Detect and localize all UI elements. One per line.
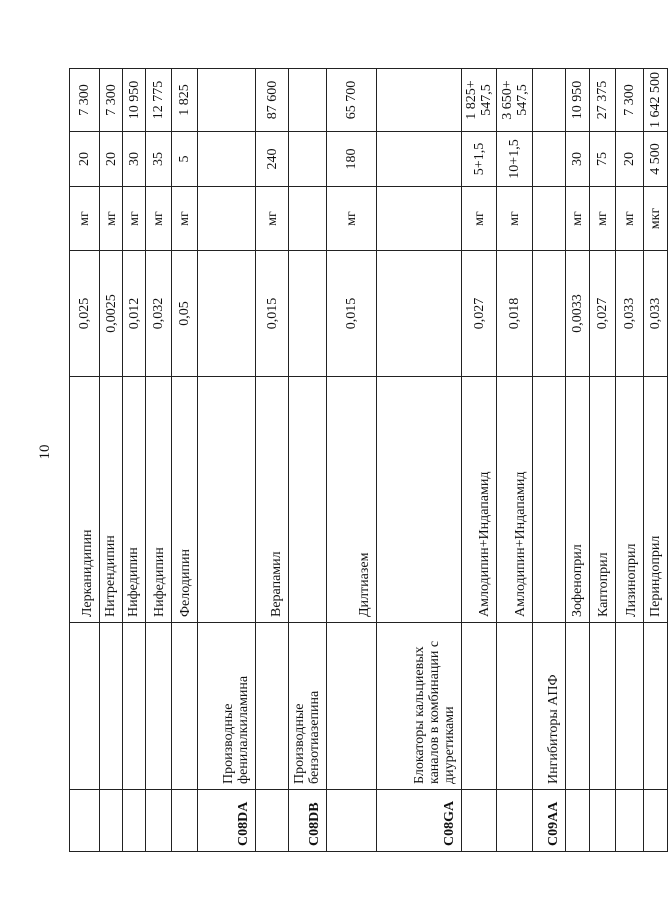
table-code-cell: C08DB (289, 790, 327, 852)
table-factor-cell: 0,0033 (566, 251, 590, 377)
table-code-cell (497, 790, 533, 852)
table-code-cell (172, 790, 198, 852)
table-dose-cell: 10+1,5 (497, 132, 533, 187)
table-row (327, 69, 377, 852)
table-row (146, 69, 172, 852)
table-unit-cell: мг (146, 187, 172, 251)
table-row (289, 69, 327, 852)
table-drug-cell (289, 377, 327, 623)
table-drug-cell (198, 377, 256, 623)
table-total-cell: 12 775 (146, 69, 172, 132)
table-code-cell (100, 790, 123, 852)
table-drug-cell: Верапамил (256, 377, 289, 623)
table-factor-cell: 0,015 (256, 251, 289, 377)
table-group-cell (566, 623, 590, 790)
table-drug-cell: Нитрендипин (100, 377, 123, 623)
table-code-cell (146, 790, 172, 852)
table-drug-cell: Нифедипин (146, 377, 172, 623)
drug-table-area (69, 69, 663, 852)
table-row (123, 69, 146, 852)
table-total-cell: 27 375 (590, 69, 616, 132)
table-group-cell (644, 623, 668, 790)
table-code-cell: C09AA (533, 790, 566, 852)
table-dose-cell: 30 (123, 132, 146, 187)
table-unit-cell: мг (497, 187, 533, 251)
table-code-cell (566, 790, 590, 852)
page-number: 10 (37, 444, 53, 460)
table-unit-cell: мкг (644, 187, 668, 251)
table-factor-cell: 0,027 (590, 251, 616, 377)
table-factor-cell: 0,05 (172, 251, 198, 377)
table-total-cell: 10 950 (566, 69, 590, 132)
table-factor-cell: 0,012 (123, 251, 146, 377)
table-row (566, 69, 590, 852)
table-unit-cell: мг (616, 187, 644, 251)
table-total-cell (198, 69, 256, 132)
table-code-cell (256, 790, 289, 852)
table-factor-cell (533, 251, 566, 377)
table-total-cell (289, 69, 327, 132)
table-total-cell: 1 825 (172, 69, 198, 132)
table-dose-cell: 20 (616, 132, 644, 187)
table-factor-cell: 0,025 (70, 251, 100, 377)
table-group-cell (70, 623, 100, 790)
table-code-cell (70, 790, 100, 852)
table-row (644, 69, 668, 852)
table-group-cell: Блокаторы кальциевых каналов в комбинации с диуретиками (377, 623, 462, 790)
table-group-cell: Ингибиторы АПФ (533, 623, 566, 790)
table-drug-cell: Амлодипин+Индапамид (462, 377, 497, 623)
table-group-cell: Производные бензотиазепина (289, 623, 327, 790)
table-unit-cell (198, 187, 256, 251)
table-group-cell (146, 623, 172, 790)
table-row (497, 69, 533, 852)
table-drug-cell: Каптоприл (590, 377, 616, 623)
table-row (198, 69, 256, 852)
table-code-cell: C08DA (198, 790, 256, 852)
table-drug-cell: Лерканидипин (70, 377, 100, 623)
table-drug-cell: Зофеноприл (566, 377, 590, 623)
table-dose-cell (533, 132, 566, 187)
table-group-cell (256, 623, 289, 790)
table-factor-cell (198, 251, 256, 377)
table-unit-cell: мг (590, 187, 616, 251)
table-group-cell (616, 623, 644, 790)
table-drug-cell: Периндоприл (644, 377, 668, 623)
table-code-cell (616, 790, 644, 852)
table-dose-cell (198, 132, 256, 187)
table-total-cell: 3 650+ 547,5 (497, 69, 533, 132)
table-row (172, 69, 198, 852)
table-dose-cell: 180 (327, 132, 377, 187)
table-unit-cell (533, 187, 566, 251)
table-drug-cell: Лизиноприл (616, 377, 644, 623)
table-total-cell: 7 300 (70, 69, 100, 132)
table-total-cell: 1 825+ 547,5 (462, 69, 497, 132)
table-unit-cell: мг (327, 187, 377, 251)
table-unit-cell: мг (172, 187, 198, 251)
table-unit-cell: мг (566, 187, 590, 251)
table-drug-cell: Фелодипин (172, 377, 198, 623)
table-total-cell (377, 69, 462, 132)
table-unit-cell: мг (70, 187, 100, 251)
table-code-cell: C08GA (377, 790, 462, 852)
table-code-cell (590, 790, 616, 852)
table-group-cell (172, 623, 198, 790)
table-group-cell (100, 623, 123, 790)
table-drug-cell (533, 377, 566, 623)
drug-table-body (70, 69, 668, 852)
table-row (377, 69, 462, 852)
table-unit-cell: мг (123, 187, 146, 251)
table-group-cell (462, 623, 497, 790)
rotated-table-wrapper (69, 69, 663, 852)
table-group-cell: Производные фенилалкиламина (198, 623, 256, 790)
table-drug-cell: Амлодипин+Индапамид (497, 377, 533, 623)
table-factor-cell (289, 251, 327, 377)
table-row (462, 69, 497, 852)
table-code-cell (123, 790, 146, 852)
table-row (100, 69, 123, 852)
table-drug-cell: Нифедипин (123, 377, 146, 623)
table-factor-cell: 0,033 (616, 251, 644, 377)
table-factor-cell: 0,033 (644, 251, 668, 377)
table-dose-cell: 20 (100, 132, 123, 187)
table-drug-cell (377, 377, 462, 623)
table-factor-cell: 0,0025 (100, 251, 123, 377)
table-dose-cell: 5 (172, 132, 198, 187)
table-group-cell (123, 623, 146, 790)
table-dose-cell: 30 (566, 132, 590, 187)
table-dose-cell: 4 500 (644, 132, 668, 187)
table-group-cell (590, 623, 616, 790)
table-unit-cell (377, 187, 462, 251)
table-unit-cell: мг (462, 187, 497, 251)
table-dose-cell: 20 (70, 132, 100, 187)
table-dose-cell: 5+1,5 (462, 132, 497, 187)
table-row (256, 69, 289, 852)
table-drug-cell: Дилтиазем (327, 377, 377, 623)
table-total-cell: 7 300 (616, 69, 644, 132)
table-dose-cell: 240 (256, 132, 289, 187)
table-total-cell: 1 642 500 (644, 69, 668, 132)
table-unit-cell: мг (100, 187, 123, 251)
table-total-cell: 65 700 (327, 69, 377, 132)
table-dose-cell (377, 132, 462, 187)
table-total-cell: 10 950 (123, 69, 146, 132)
table-factor-cell: 0,018 (497, 251, 533, 377)
table-dose-cell: 35 (146, 132, 172, 187)
table-total-cell: 7 300 (100, 69, 123, 132)
table-row (533, 69, 566, 852)
table-code-cell (327, 790, 377, 852)
table-code-cell (644, 790, 668, 852)
table-group-cell (497, 623, 533, 790)
table-row (590, 69, 616, 852)
table-factor-cell: 0,032 (146, 251, 172, 377)
table-factor-cell (377, 251, 462, 377)
table-total-cell: 87 600 (256, 69, 289, 132)
table-factor-cell: 0,015 (327, 251, 377, 377)
table-factor-cell: 0,027 (462, 251, 497, 377)
table-dose-cell: 75 (590, 132, 616, 187)
table-row (616, 69, 644, 852)
table-unit-cell (289, 187, 327, 251)
table-group-cell (327, 623, 377, 790)
drug-table (69, 68, 668, 852)
table-row (70, 69, 100, 852)
table-code-cell (462, 790, 497, 852)
table-total-cell (533, 69, 566, 132)
table-dose-cell (289, 132, 327, 187)
table-unit-cell: мг (256, 187, 289, 251)
